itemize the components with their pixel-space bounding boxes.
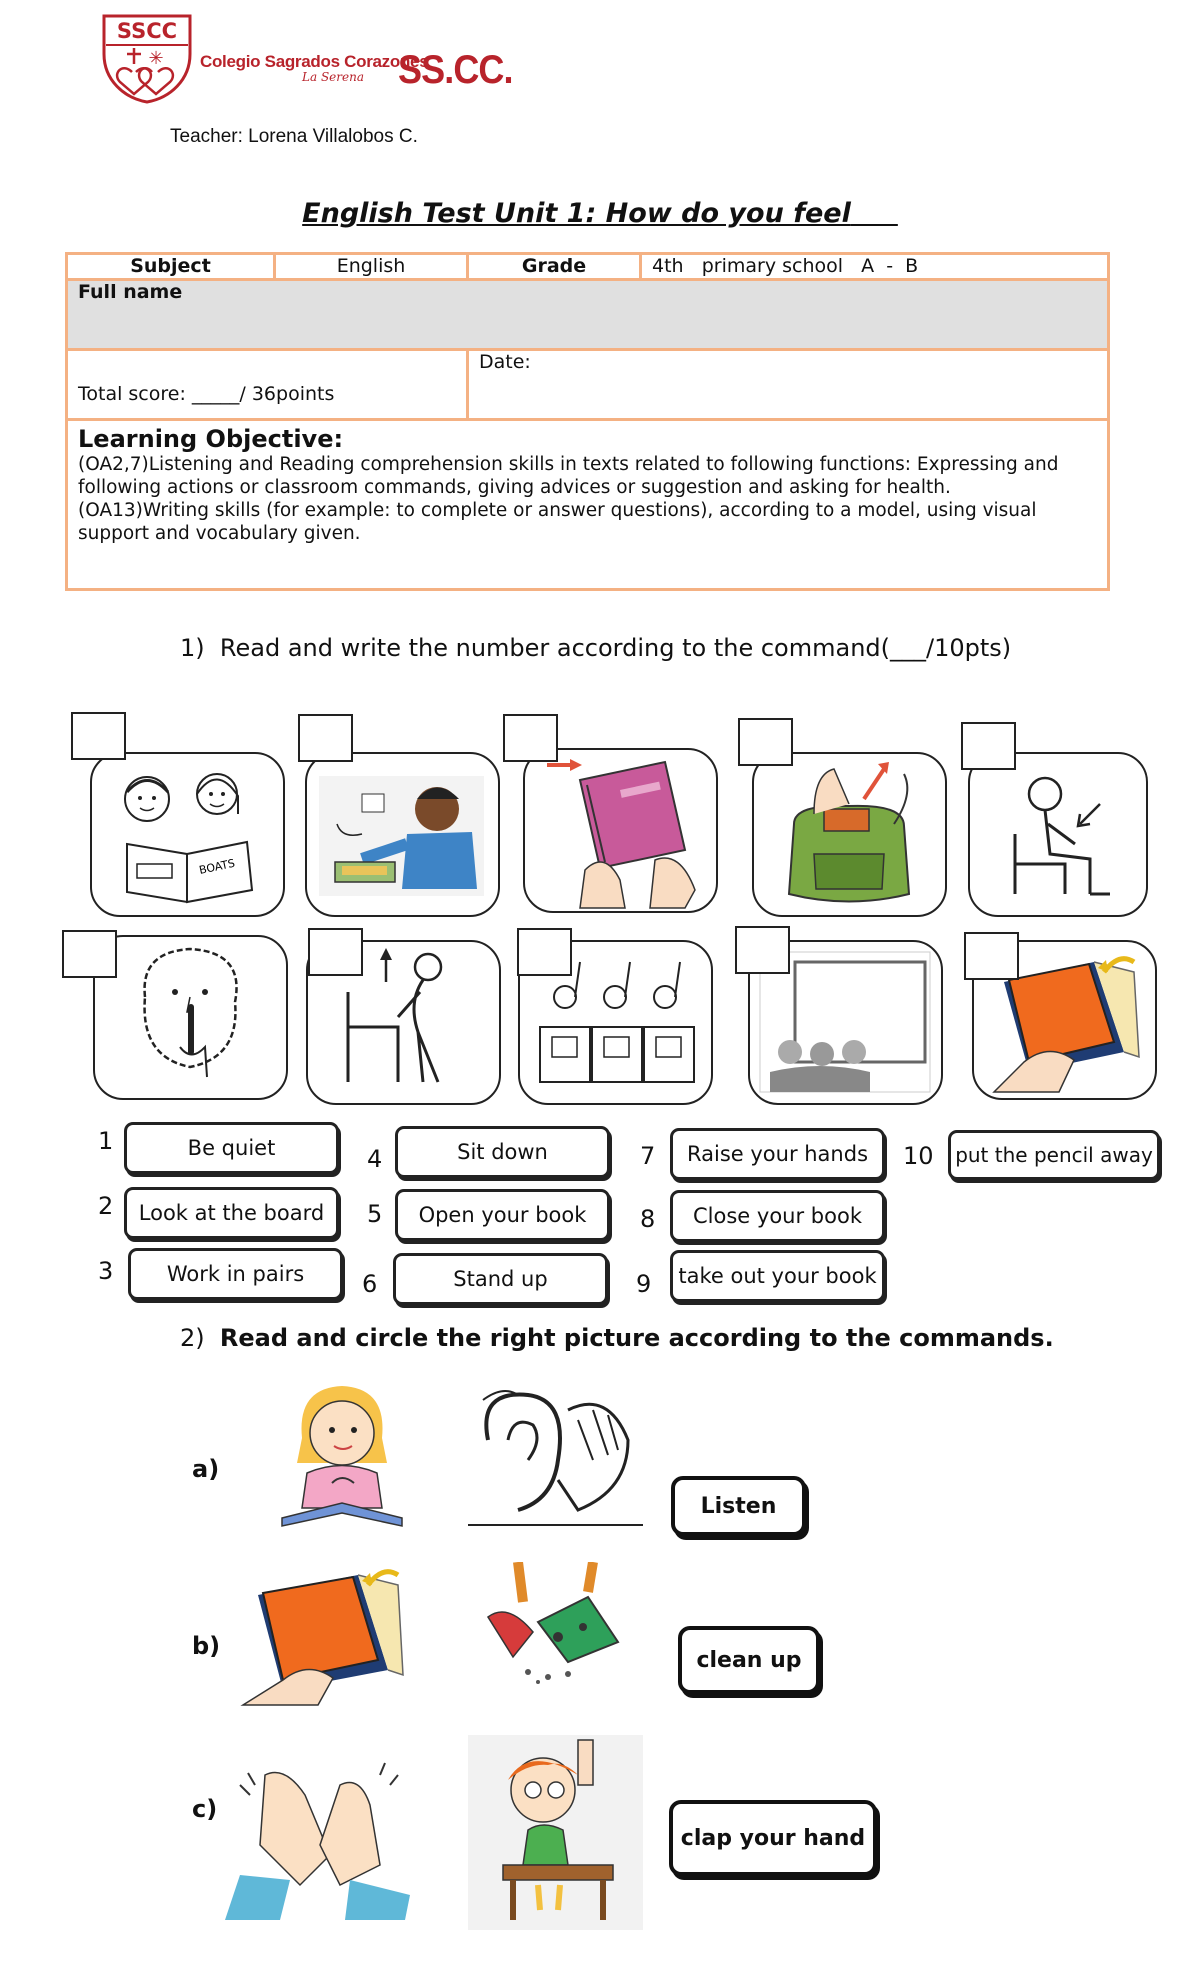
picture-put-pencil-away xyxy=(305,752,500,917)
command-look-at-board: Look at the board xyxy=(124,1187,339,1239)
command-number: 4 xyxy=(367,1145,383,1173)
reading-together-icon xyxy=(92,754,283,915)
reading-girl-icon xyxy=(262,1378,422,1533)
command-number: 9 xyxy=(636,1270,652,1298)
school-logo xyxy=(100,14,194,104)
option-b-close-book[interactable] xyxy=(238,1560,418,1710)
grade-value: 4th primary school A - B xyxy=(641,254,1109,280)
command-stand-up: Stand up xyxy=(393,1253,608,1305)
full-name-label: Full name xyxy=(78,281,183,303)
answer-box-7[interactable] xyxy=(308,928,363,976)
row-letter-b: b) xyxy=(192,1632,221,1660)
picture-backpack xyxy=(752,752,947,917)
answer-box-5[interactable] xyxy=(961,722,1016,770)
command-work-in-pairs: Work in pairs xyxy=(128,1248,343,1300)
learning-objective xyxy=(67,420,1109,590)
command-number: 3 xyxy=(98,1257,114,1285)
question-2-number: 2) xyxy=(180,1324,205,1352)
command-open-your-book: Open your book xyxy=(395,1189,610,1241)
option-clap-your-hand: clap your hand xyxy=(669,1800,877,1876)
school-crest-icon xyxy=(100,14,194,104)
sit-down-icon xyxy=(970,754,1146,915)
info-table xyxy=(65,252,1110,591)
command-number: 7 xyxy=(640,1142,656,1170)
raising-hand-boy-icon xyxy=(468,1735,643,1930)
row-letter-c: c) xyxy=(192,1795,218,1823)
take-out-book-icon xyxy=(525,750,716,911)
total-score xyxy=(67,350,468,420)
option-clean-up: clean up xyxy=(678,1626,820,1694)
clapping-hands-icon xyxy=(220,1755,415,1920)
option-a-reading-girl[interactable] xyxy=(262,1378,422,1533)
answer-box-2[interactable] xyxy=(298,714,353,762)
subject-value: English xyxy=(275,254,468,280)
option-c-raising-hand-boy[interactable] xyxy=(468,1735,643,1930)
command-number: 2 xyxy=(98,1192,114,1220)
teacher-name: Teacher: Lorena Villalobos C. xyxy=(170,126,418,147)
option-listen: Listen xyxy=(671,1476,806,1536)
answer-box-1[interactable] xyxy=(71,712,126,760)
objective-line-1: (OA2,7)Listening and Reading comprehension skills in texts related to following functions: Expressing and following actions or classroom commands, giving advices or suggestion and asking for health. xyxy=(78,454,1059,498)
answer-box-4[interactable] xyxy=(738,718,793,766)
command-number: 8 xyxy=(640,1205,656,1233)
command-number: 10 xyxy=(903,1142,934,1170)
school-name: Colegio Sagrados Corazones xyxy=(200,52,429,71)
close-book-small-icon xyxy=(238,1560,418,1710)
option-a-listening-ear[interactable] xyxy=(458,1380,643,1535)
answer-box-3[interactable] xyxy=(503,714,558,762)
svg-text:BOATS: BOATS xyxy=(197,856,237,877)
command-be-quiet: Be quiet xyxy=(124,1122,339,1174)
clean-up-icon xyxy=(468,1562,643,1712)
row-letter-a: a) xyxy=(192,1455,220,1483)
full-name-field[interactable] xyxy=(67,280,1109,350)
answer-box-10[interactable] xyxy=(964,932,1019,980)
answer-box-8[interactable] xyxy=(517,928,572,976)
picture-reading-together xyxy=(90,752,285,917)
date-label: Date: xyxy=(479,351,531,373)
option-b-clean-up[interactable] xyxy=(468,1562,643,1712)
school-city: La Serena xyxy=(302,70,364,84)
command-number: 1 xyxy=(98,1127,114,1155)
question-1-text: Read and write the number according to the command(___/10pts) xyxy=(219,634,1012,662)
school-abbrev: SS.CC. xyxy=(398,48,513,92)
question-1-number: 1) xyxy=(180,634,205,662)
date-field[interactable] xyxy=(468,350,1109,420)
command-raise-your-hands: Raise your hands xyxy=(670,1128,885,1180)
put-pencil-away-icon xyxy=(307,754,498,915)
picture-sit-down xyxy=(968,752,1148,917)
command-take-out-your-book: take out your book xyxy=(670,1250,885,1302)
logo-mark: SSCC xyxy=(116,19,178,43)
objective-line-2: (OA13)Writing skills (for example: to complete or answer questions), according to a model, using visual support and vocabulary given. xyxy=(78,500,1037,544)
command-close-your-book: Close your book xyxy=(670,1190,885,1242)
page-title xyxy=(0,198,1200,229)
subject-label: Subject xyxy=(67,254,275,280)
listening-ear-icon xyxy=(458,1380,643,1535)
answer-box-9[interactable] xyxy=(735,926,790,974)
command-put-the-pencil-away: put the pencil away xyxy=(948,1130,1160,1180)
question-2 xyxy=(180,1324,1054,1352)
objective-heading: Learning Objective: xyxy=(78,425,344,453)
picture-take-out-book xyxy=(523,748,718,913)
command-sit-down: Sit down xyxy=(395,1126,610,1178)
picture-be-quiet xyxy=(93,935,288,1100)
command-number: 6 xyxy=(362,1270,378,1298)
be-quiet-icon xyxy=(95,937,286,1098)
total-score-text: Total score: _____/ 36points xyxy=(78,382,335,405)
question-2-text: Read and circle the right picture according to the commands. xyxy=(219,1324,1054,1352)
svg-text:✳: ✳ xyxy=(148,48,164,69)
backpack-icon xyxy=(754,754,945,915)
grade-label: Grade xyxy=(468,254,641,280)
command-number: 5 xyxy=(367,1200,383,1228)
page-title-text: English Test Unit 1: How do you feel xyxy=(302,198,851,229)
question-1 xyxy=(180,634,1011,662)
answer-box-6[interactable] xyxy=(62,930,117,978)
option-c-clapping-hands[interactable] xyxy=(220,1755,415,1920)
